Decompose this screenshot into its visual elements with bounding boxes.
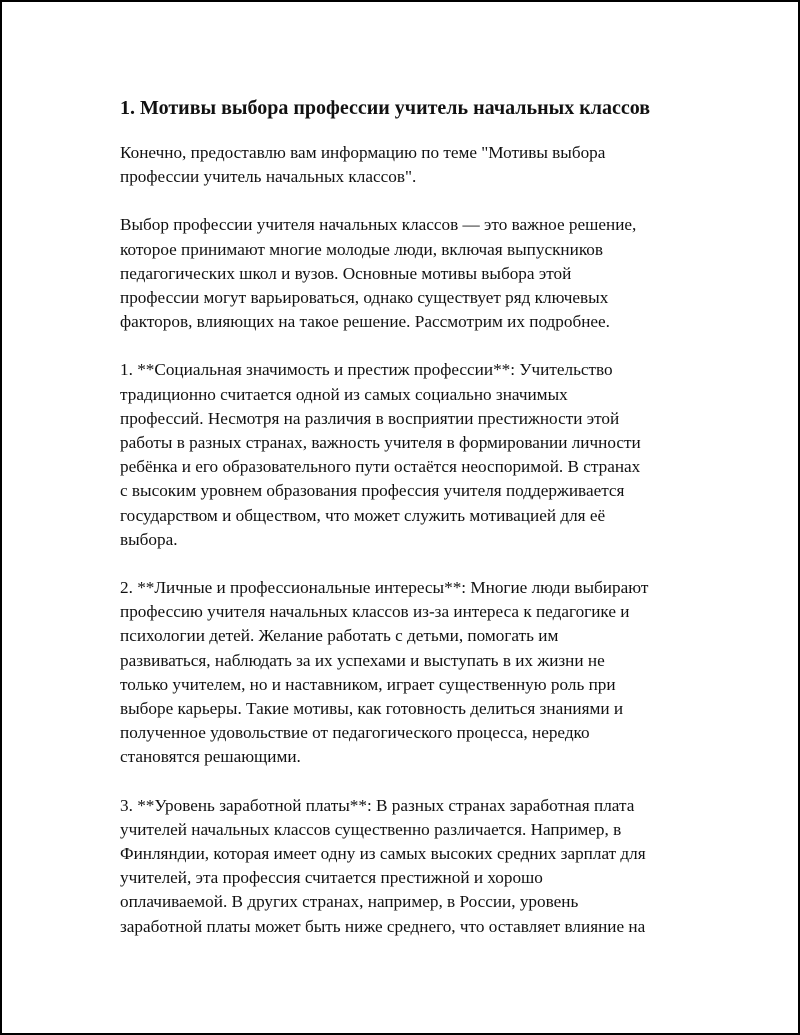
paragraph-line: оплачиваемой. В других странах, например, в России, уровень [120,892,579,912]
paragraph-line: профессию учителя начальных классов из-за интереса к педагогике и [120,602,630,622]
paragraph [120,141,710,189]
paragraph-line: профессии учитель начальных классов". [120,167,417,187]
paragraph-line: работы в разных странах, важность учителя в формировании личности [120,433,641,453]
paragraph-line: профессий. Несмотря на различия в восприятии престижности этой [120,408,620,428]
paragraph-line: которое принимают многие молодые люди, включая выпускников [120,239,604,259]
paragraph-line: развиваться, наблюдать за их успехами и выступать в их жизни не [120,650,605,670]
paragraph-line: ребёнка и его образовательного пути остаётся неоспоримой. В странах [120,457,641,477]
paragraph-line: с высоким уровнем образования профессия учителя поддерживается [120,481,625,501]
paragraph-line: Финляндии, которая имеет одну из самых высоких средних зарплат для [120,844,646,864]
paragraph-line: традиционно считается одной из самых социально значимых [120,384,568,404]
paragraph-line: 3. **Уровень заработной платы**: В разных странах заработная плата [120,795,635,815]
paragraph-line: становятся решающими. [120,747,301,767]
paragraph-line: выборе карьеры. Такие мотивы, как готовность делиться знаниями и [120,699,624,719]
paragraph-line: учителей начальных классов существенно различается. Например, в [120,819,622,839]
paragraph-line: выбора. [120,529,178,549]
paragraph-list [120,141,710,939]
paragraph-line: профессии могут варьироваться, однако существует ряд ключевых [120,288,609,308]
document-body [120,94,710,963]
paragraph-line: только учителем, но и наставником, играет существенную роль при [120,674,616,694]
document-title: 1. Мотивы выбора профессии учитель начальных классов [120,97,651,119]
paragraph [120,794,710,939]
paragraph-line: психологии детей. Желание работать с детьми, помогать им [120,626,559,646]
paragraph [120,358,710,552]
paragraph-line: 1. **Социальная значимость и престиж профессии**: Учительство [120,360,613,380]
paragraph-line: факторов, влияющих на такое решение. Рассмотрим их подробнее. [120,312,610,332]
paragraph-line: государством и обществом, что может служить мотивацией для её [120,505,606,525]
paragraph-line: 2. **Личные и профессиональные интересы**: Многие люди выбирают [120,578,649,598]
paragraph-line: полученное удовольствие от педагогического процесса, нередко [120,723,590,743]
paragraph [120,213,710,334]
paragraph-line: учителей, эта профессия считается престижной и хорошо [120,868,543,888]
paragraph-line: заработной платы может быть ниже среднего, что оставляет влияние на [120,916,646,936]
paragraph [120,576,710,770]
paragraph-line: Конечно, предоставлю вам информацию по теме "Мотивы выбора [120,143,606,162]
paragraph-line: Выбор профессии учителя начальных классов — это важное решение, [120,215,637,235]
paragraph-line: педагогических школ и вузов. Основные мотивы выбора этой [120,263,572,283]
